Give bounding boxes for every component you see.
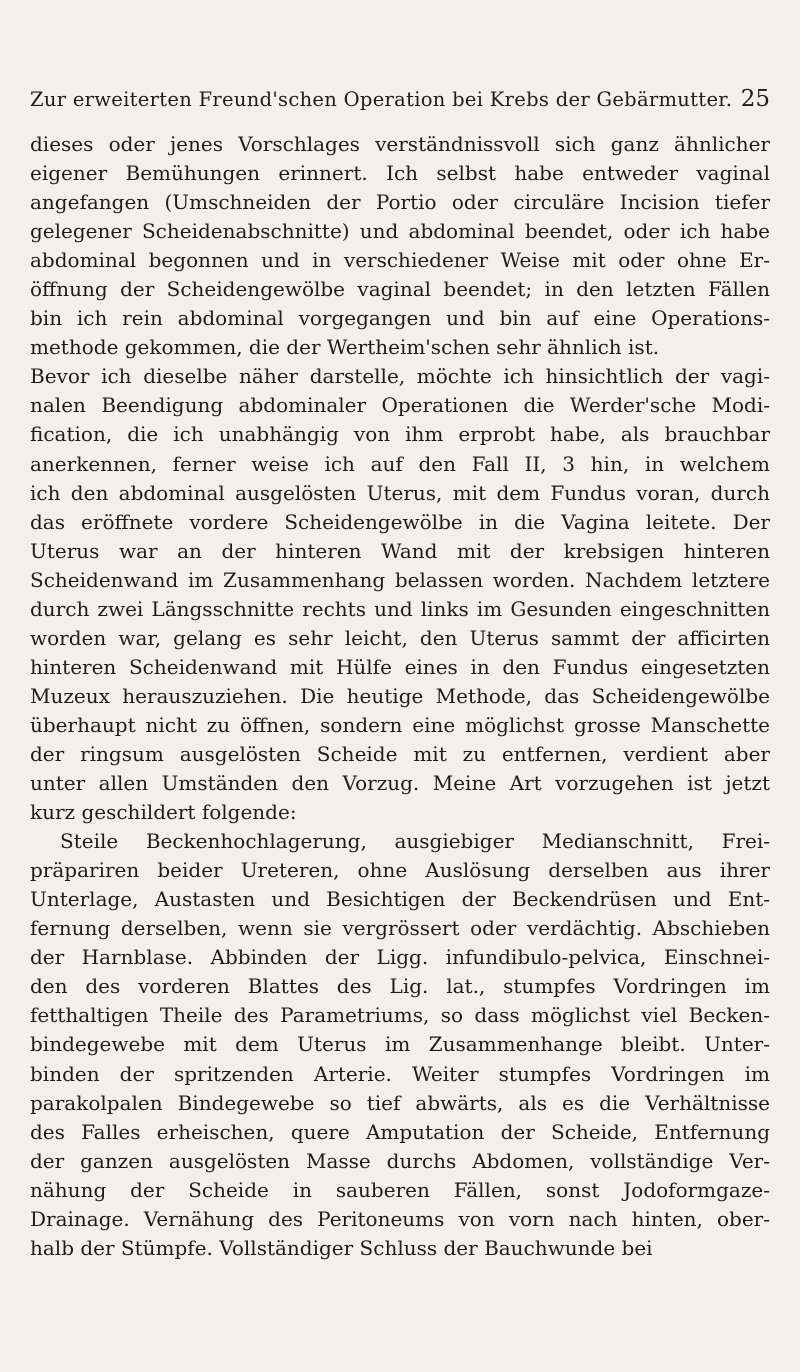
text-line: Unterlage, Austasten und Besichtigen der Beckendrüsen und Ent- xyxy=(30,887,770,912)
text-line: worden war, gelang es sehr leicht, den Uterus sammt der afficirten xyxy=(30,625,770,650)
text-line: hinteren Scheidenwand mit Hülfe eines in den Fundus eingesetzten xyxy=(30,654,770,679)
text-line: durch zwei Längsschnitte rechts und links im Gesunden eingeschnitten xyxy=(30,596,770,621)
text-line: Steile Beckenhochlagerung, ausgiebiger Medianschnitt, Frei- xyxy=(60,829,770,854)
text-line: Scheidenwand im Zusammenhang belassen worden. Nachdem letztere xyxy=(30,567,770,592)
text-line: fernung derselben, wenn sie vergrössert oder verdächtig. Abschieben xyxy=(30,916,770,941)
text-line: binden der spritzenden Arterie. Weiter stumpfes Vordringen im xyxy=(30,1061,770,1086)
text-line: Muzeux herauszuziehen. Die heutige Methode, das Scheidengewölbe xyxy=(30,683,770,708)
page-number: 25 xyxy=(740,86,770,112)
text-line: der ganzen ausgelösten Masse durchs Abdomen, vollständige Ver- xyxy=(30,1148,770,1173)
text-line: fication, die ich unabhängig von ihm erprobt habe, als brauchbar xyxy=(30,422,770,447)
text-line: des Falles erheischen, quere Amputation der Scheide, Entfernung xyxy=(30,1119,770,1144)
text-line: unter allen Umständen den Vorzug. Meine Art vorzugehen ist jetzt xyxy=(30,771,770,796)
text-line: überhaupt nicht zu öffnen, sondern eine möglichst grosse Manschette xyxy=(30,712,770,737)
text-line: Bevor ich dieselbe näher darstelle, möchte ich hinsichtlich der vagi- xyxy=(30,364,770,389)
text-line: das eröffnete vordere Scheidengewölbe in die Vagina leitete. Der xyxy=(30,509,770,534)
text-line: anerkennen, ferner weise ich auf den Fall II, 3 hin, in welchem xyxy=(30,451,770,476)
text-line: präpariren beider Ureteren, ohne Auslösung derselben aus ihrer xyxy=(30,858,770,883)
text-line: nalen Beendigung abdominaler Operationen die Werder'sche Modi- xyxy=(30,393,770,418)
text-line: gelegener Scheidenabschnitte) und abdominal beendet, oder ich habe xyxy=(30,219,770,244)
text-line: fetthaltigen Theile des Parametriums, so dass möglichst viel Becken- xyxy=(30,1003,770,1028)
text-line: kurz geschildert folgende: xyxy=(30,800,297,825)
body-text xyxy=(30,130,770,1263)
running-title: Zur erweiterten Freund'schen Operation bei Krebs der Gebärmutter. xyxy=(30,88,733,111)
text-line: eigener Bemühungen erinnert. Ich selbst habe entweder vaginal xyxy=(30,161,770,186)
text-line: der ringsum ausgelösten Scheide mit zu entfernen, verdient aber xyxy=(30,741,770,766)
text-line: ich den abdominal ausgelösten Uterus, mit dem Fundus voran, durch xyxy=(30,480,770,505)
text-line: Uterus war an der hinteren Wand mit der krebsigen hinteren xyxy=(30,538,770,563)
text-line: bin ich rein abdominal vorgegangen und bin auf eine Operations- xyxy=(30,306,770,331)
text-line: angefangen (Umschneiden der Portio oder circuläre Incision tiefer xyxy=(30,190,770,215)
text-line: öffnung der Scheidengewölbe vaginal beendet; in den letzten Fällen xyxy=(30,277,770,302)
text-line: Drainage. Vernähung des Peritoneums von vorn nach hinten, ober- xyxy=(30,1206,770,1231)
text-line: abdominal begonnen und in verschiedener Weise mit oder ohne Er- xyxy=(30,248,770,273)
text-line: nähung der Scheide in sauberen Fällen, sonst Jodoformgaze- xyxy=(30,1177,770,1202)
text-line: parakolpalen Bindegewebe so tief abwärts, als es die Verhältnisse xyxy=(30,1090,770,1115)
text-line: dieses oder jenes Vorschlages verständnissvoll sich ganz ähnlicher xyxy=(30,132,770,156)
text-line: den des vorderen Blattes des Lig. lat., stumpfes Vordringen im xyxy=(30,974,770,999)
running-head xyxy=(30,88,770,128)
text-line: der Harnblase. Abbinden der Ligg. infundibulo-pelvica, Einschnei- xyxy=(30,945,770,970)
text-line: bindegewebe mit dem Uterus im Zusammenhange bleibt. Unter- xyxy=(30,1032,770,1057)
text-line: methode gekommen, die der Wertheim'schen sehr ähnlich ist. xyxy=(30,335,660,360)
text-line: halb der Stümpfe. Vollständiger Schluss der Bauchwunde bei xyxy=(30,1235,653,1260)
